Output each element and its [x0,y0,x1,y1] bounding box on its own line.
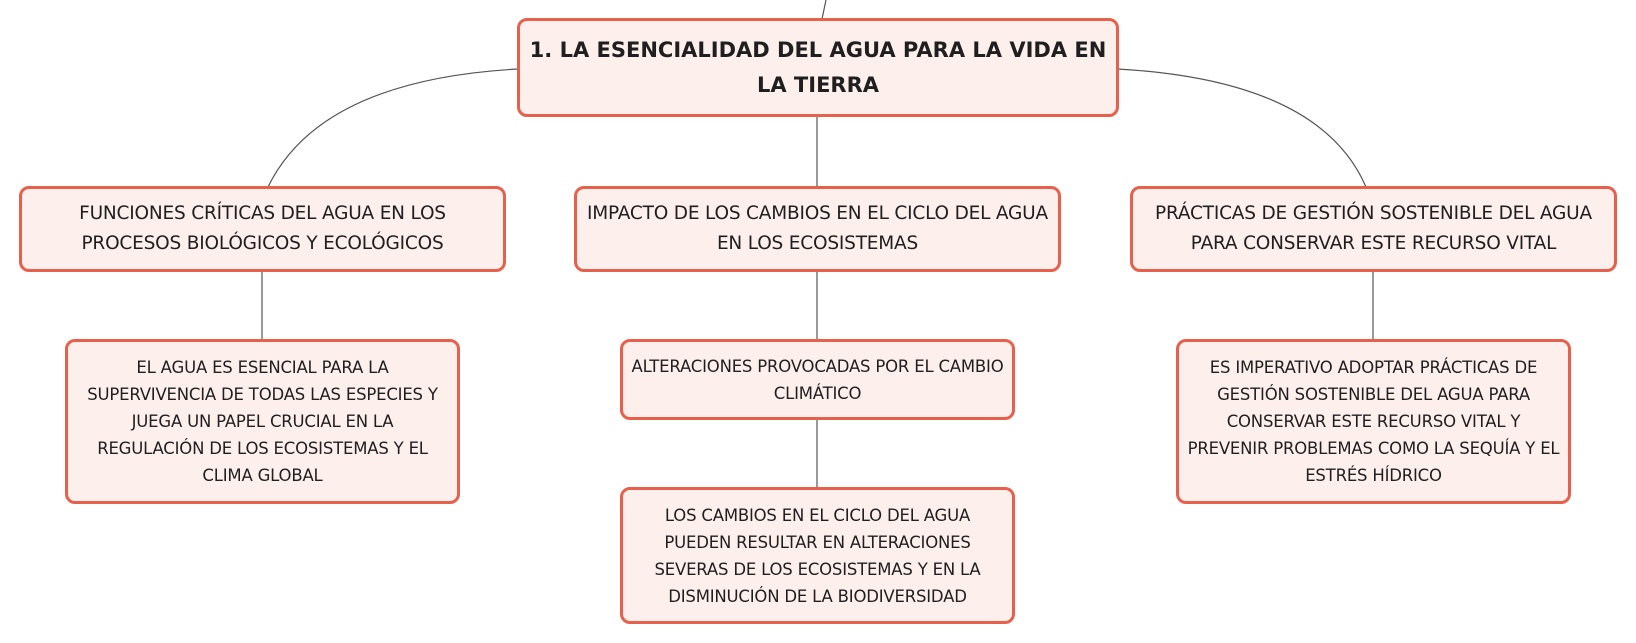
branch-topic-label: PRÁCTICAS DE GESTIÓN SOSTENIBLE DEL AGUA PARA CONSERVAR ESTE RECURSO VITAL [1155,203,1592,254]
subtopic-label: ES IMPERATIVO ADOPTAR PRÁCTICAS DE GESTIÓN SOSTENIBLE DEL AGUA PARA CONSERVAR ESTE RECURSO VITAL Y PREVENIR PROBLEMAS COMO LA SEQUÍA Y EL ESTRÉS HÍDRICO [1187,358,1560,485]
subtopic-supervivencia[interactable] [65,339,460,504]
subtopic-gestion-sostenible[interactable] [1176,339,1571,504]
branch-topic-funciones[interactable] [19,186,506,272]
branch-topic-impacto[interactable] [574,186,1061,272]
subtopic-label: EL AGUA ES ESENCIAL PARA LA SUPERVIVENCIA DE TODAS LAS ESPECIES Y JUEGA UN PAPEL CRUCIAL EN LA REGULACIÓN DE LOS ECOSISTEMAS Y EL CLIMA GLOBAL [87,358,438,485]
branch-topic-label: IMPACTO DE LOS CAMBIOS EN EL CICLO DEL AGUA EN LOS ECOSISTEMAS [587,203,1048,254]
branch-topic-practicas[interactable] [1130,186,1617,272]
subtopic-biodiversidad[interactable] [620,487,1015,624]
subtopic-cambio-climatico[interactable] [620,339,1015,420]
connector-root-to-branch-3 [1117,69,1366,187]
subtopic-label: LOS CAMBIOS EN EL CICLO DEL AGUA PUEDEN RESULTAR EN ALTERACIONES SEVERAS DE LOS ECOSISTEMAS Y EN LA DISMINUCIÓN DE LA BIODIVERSIDAD [654,505,981,606]
root-topic[interactable] [517,18,1119,117]
connector-parent-to-root [822,0,826,19]
subtopic-label: ALTERACIONES PROVOCADAS POR EL CAMBIO CLIMÁTICO [631,356,1004,403]
root-topic-label: 1. LA ESENCIALIDAD DEL AGUA PARA LA VIDA EN LA TIERRA [529,37,1107,97]
connector-root-to-branch-1 [268,69,518,187]
branch-topic-label: FUNCIONES CRÍTICAS DEL AGUA EN LOS PROCESOS BIOLÓGICOS Y ECOLÓGICOS [79,203,446,254]
